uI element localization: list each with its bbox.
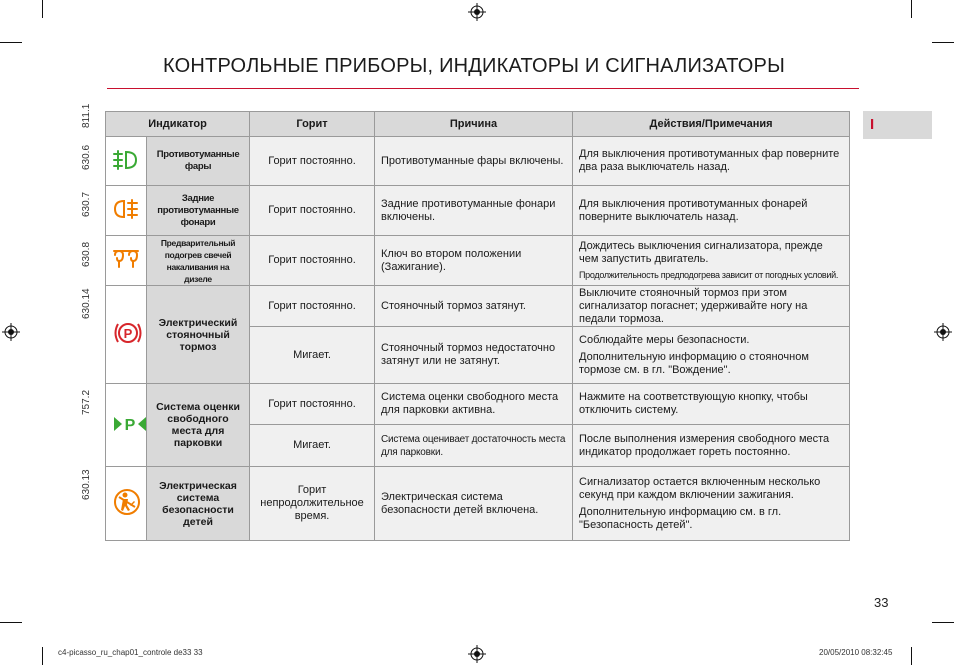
rear-fog-light-icon xyxy=(112,198,140,220)
svg-text:P: P xyxy=(123,326,133,341)
page-title: КОНТРОЛЬНЫЕ ПРИБОРЫ, ИНДИКАТОРЫ И СИГНАЛИЗАТОРЫ xyxy=(163,55,785,77)
action-cell xyxy=(573,467,850,541)
crop-mark xyxy=(932,622,954,623)
reference-code: 811.1 xyxy=(81,103,92,128)
table-row xyxy=(106,384,850,425)
table-header-row xyxy=(106,112,850,137)
cause-text: Стояночный тормоз недостаточно затянут или не затянут. xyxy=(375,327,573,384)
crop-mark xyxy=(911,647,912,665)
indicator-name: Электрическая система безопасности детей xyxy=(147,467,250,541)
registration-mark-icon xyxy=(468,3,486,21)
action-text: Соблюдайте меры безопасности. xyxy=(579,333,750,346)
footer-right: 20/05/2010 08:32:45 xyxy=(819,648,893,657)
table-row xyxy=(106,186,850,236)
icon-cell xyxy=(106,467,147,541)
crop-mark xyxy=(911,0,912,18)
cause-text: Электрическая система безопасности детей включена. xyxy=(375,467,573,541)
action-text: Дополнительную информацию см. в гл. "Безопасность детей". xyxy=(579,505,782,531)
crop-mark xyxy=(0,42,22,43)
indicator-name: Противотуманные фары xyxy=(147,137,250,186)
icon-cell xyxy=(106,186,147,236)
parking-brake-icon xyxy=(112,320,144,346)
cause-text: Стояночный тормоз затянут. xyxy=(375,286,573,327)
action-text: Для выключения противотуманных фар поверните два раза выключатель назад. xyxy=(573,137,850,186)
lit-status: Мигает. xyxy=(250,327,375,384)
parking-space-sensor-icon xyxy=(112,414,148,434)
header-indicator: Индикатор xyxy=(106,112,250,137)
chapter-tab xyxy=(863,111,932,139)
footer-left: c4-picasso_ru_chap01_controle de33 33 xyxy=(58,648,203,657)
action-text: Дополнительную информацию о стояночном тормозе см. в гл. "Вождение". xyxy=(579,350,809,376)
reference-code: 630.7 xyxy=(81,191,92,217)
lit-status: Горит постоянно. xyxy=(250,236,375,286)
cause-text: Задние противотуманные фонари включены. xyxy=(375,186,573,236)
registration-mark-icon xyxy=(468,645,486,663)
crop-mark xyxy=(0,622,22,623)
chapter-tab-label: I xyxy=(870,116,875,133)
indicator-name: Предварительный подогрев свечей накаливания на дизеле xyxy=(147,236,250,286)
action-text: Дождитесь выключения сигнализатора, прежде чем запустить двигатель. xyxy=(579,239,823,265)
header-cause: Причина xyxy=(375,112,573,137)
header-lit: Горит xyxy=(250,112,375,137)
header-actions: Действия/Примечания xyxy=(573,112,850,137)
icon-cell xyxy=(106,137,147,186)
table-row xyxy=(106,286,850,327)
action-note: Продолжительность предподогрева зависит от погодных условий. xyxy=(579,269,839,280)
crop-mark xyxy=(42,647,43,665)
lit-status: Горит непродолжительное время. xyxy=(250,467,375,541)
lit-status: Горит постоянно. xyxy=(250,384,375,425)
child-safety-icon xyxy=(112,487,142,517)
indicator-name: Задние противотуманные фонари xyxy=(147,186,250,236)
cause-text: Система оценивает достаточность места для парковки. xyxy=(375,425,573,467)
action-text: Выключите стояночный тормоз при этом сигнализатор погаснет; удерживайте ногу на педали тормоза. xyxy=(573,286,850,327)
action-text: После выполнения измерения свободного места индикатор продолжает гореть постоянно. xyxy=(573,425,850,467)
title-rule xyxy=(107,88,859,89)
reference-code: 757.2 xyxy=(81,389,92,415)
reference-code: 630.8 xyxy=(81,241,92,267)
svg-text:P: P xyxy=(124,416,136,434)
reference-code: 630.6 xyxy=(81,144,92,170)
lit-status: Мигает. xyxy=(250,425,375,467)
crop-mark xyxy=(932,42,954,43)
icon-cell xyxy=(106,286,147,384)
glow-plug-icon xyxy=(112,249,140,269)
lit-status: Горит постоянно. xyxy=(250,137,375,186)
action-text: Нажмите на соответствующую кнопку, чтобы отключить систему. xyxy=(573,384,850,425)
cause-text: Система оценки свободного места для парковки активна. xyxy=(375,384,573,425)
cause-text: Ключ во втором положении (Зажигание). xyxy=(375,236,573,286)
indicator-name: Электрический стояночный тормоз xyxy=(147,286,250,384)
page-number: 33 xyxy=(874,595,889,610)
table-row xyxy=(106,236,850,286)
table-row xyxy=(106,467,850,541)
reference-code: 630.13 xyxy=(81,469,92,500)
action-text: Сигнализатор остается включенным несколько секунд при каждом включении зажигания. xyxy=(579,475,821,501)
registration-mark-icon xyxy=(934,323,952,341)
table-row xyxy=(106,137,850,186)
action-cell xyxy=(573,236,850,286)
indicator-table xyxy=(105,111,850,541)
reference-code: 630.14 xyxy=(81,288,92,319)
front-fog-light-icon xyxy=(112,149,140,171)
lit-status: Горит постоянно. xyxy=(250,186,375,236)
icon-cell xyxy=(106,236,147,286)
crop-mark xyxy=(42,0,43,18)
cause-text: Противотуманные фары включены. xyxy=(375,137,573,186)
action-cell xyxy=(573,327,850,384)
lit-status: Горит постоянно. xyxy=(250,286,375,327)
icon-cell xyxy=(106,384,147,467)
action-text: Для выключения противотуманных фонарей поверните выключатель назад. xyxy=(573,186,850,236)
indicator-name: Система оценки свободного места для парковки xyxy=(147,384,250,467)
registration-mark-icon xyxy=(2,323,20,341)
